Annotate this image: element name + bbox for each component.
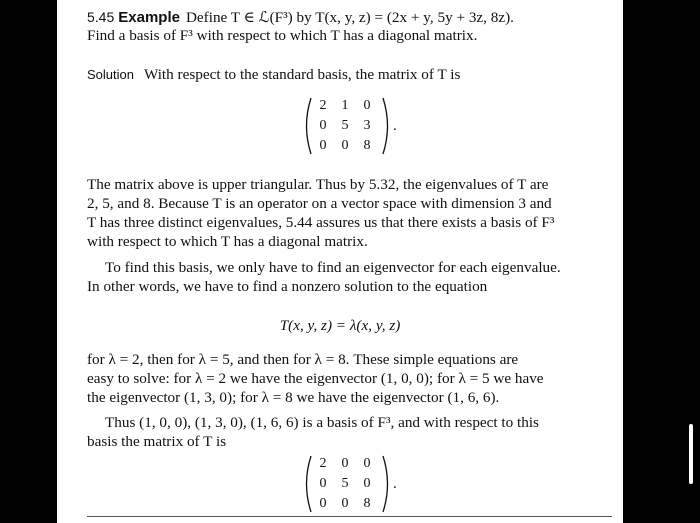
example-statement: Define T ∈ ℒ(F³) by T(x, y, z) = (2x + y, 5y + 3z, 8z). [185, 9, 514, 26]
matrix-cell: 5 [341, 476, 349, 491]
matrix-cell: 0 [341, 496, 349, 511]
solution-intro: With respect to the standard basis, the matrix of T is [143, 66, 461, 83]
paragraph-line: The matrix above is upper triangular. Thus by 5.32, the eigenvalues of T are [87, 176, 549, 193]
paragraph-line: easy to solve: for λ = 2 we have the eigenvector (1, 0, 0); for λ = 5 we have [87, 370, 544, 387]
matrix-diagonal [301, 454, 406, 514]
matrix-period: . [393, 118, 397, 134]
matrix-cell: 0 [319, 138, 327, 153]
paragraph-line: with respect to which T has a diagonal matrix. [87, 233, 368, 250]
paragraph-line: Thus (1, 0, 0), (1, 3, 0), (1, 6, 6) is a basis of F³, and with respect to this [105, 414, 539, 431]
matrix-cell: 0 [319, 496, 327, 511]
matrix-cell: 0 [363, 98, 371, 113]
matrix-cell: 2 [319, 98, 327, 113]
solution-line [87, 66, 460, 84]
paragraph-line: In other words, we have to find a nonzero solution to the equation [87, 278, 488, 295]
matrix-cell: 5 [341, 118, 349, 133]
matrix-cell: 0 [363, 476, 371, 491]
matrix-cell: 8 [363, 496, 371, 511]
matrix-cell: 3 [363, 118, 371, 133]
example-heading-line [87, 8, 514, 27]
paragraph-line: T has three distinct eigenvalues, 5.44 assures us that there exists a basis of F³ [87, 214, 555, 231]
paragraph-line: 2, 5, and 8. Because T is an operator on a vector space with dimension 3 and [87, 195, 552, 212]
matrix-cell: 0 [319, 118, 327, 133]
matrix-period: . [393, 476, 397, 492]
matrix-standard-basis [301, 96, 406, 156]
matrix-cell: 0 [341, 138, 349, 153]
matrix-cell: 0 [319, 476, 327, 491]
example-number: 5.45 [87, 9, 115, 25]
matrix-cell: 2 [319, 456, 327, 471]
example-question: Find a basis of F³ with respect to which T has a diagonal matrix. [87, 27, 478, 44]
matrix-cell: 8 [363, 138, 371, 153]
matrix-cell: 1 [341, 98, 349, 113]
paragraph-line: for λ = 2, then for λ = 5, and then for λ = 8. These simple equations are [87, 351, 519, 368]
solution-label: Solution [87, 67, 134, 82]
matrix-cell: 0 [341, 456, 349, 471]
eigen-equation: T(x, y, z) = λ(x, y, z) [279, 317, 401, 334]
matrix-cell: 0 [363, 456, 371, 471]
example-label: Example [118, 9, 180, 26]
scrollbar-thumb[interactable] [689, 424, 693, 484]
page-bottom-rule [87, 516, 612, 517]
textbook-page [57, 0, 623, 523]
paragraph-line: basis the matrix of T is [87, 433, 227, 450]
paragraph-line: the eigenvector (1, 3, 0); for λ = 8 we have the eigenvector (1, 6, 6). [87, 389, 500, 406]
paragraph-line: To find this basis, we only have to find an eigenvector for each eigenvalue. [105, 259, 561, 276]
